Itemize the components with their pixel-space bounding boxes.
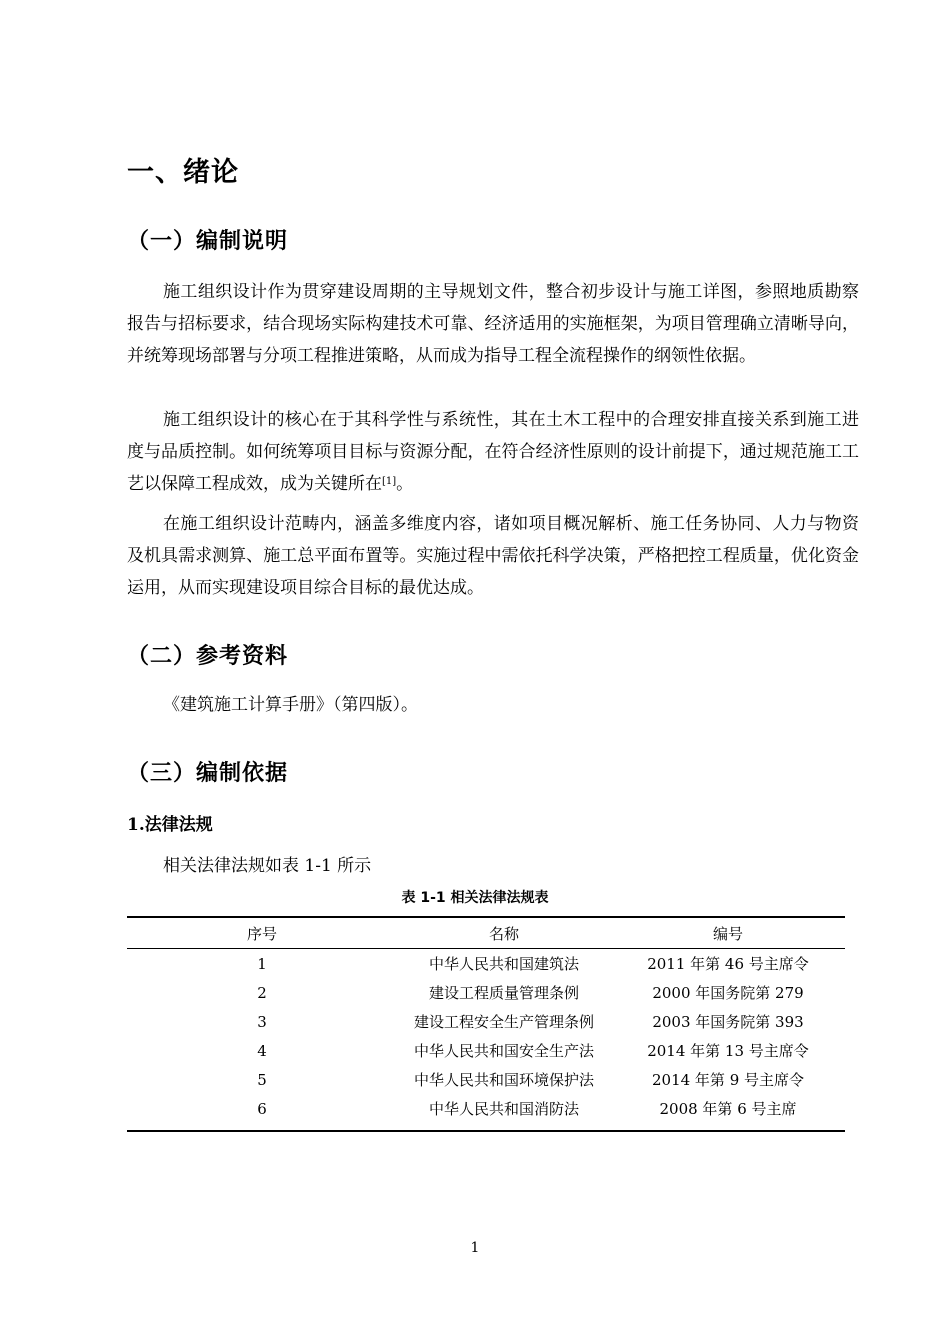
chapter-title: 一、绪论 — [127, 157, 239, 188]
table-row — [127, 1066, 845, 1095]
cell-code: 2014 年第 9 号主席令 — [651, 1071, 805, 1089]
cell-name-text: 建设工程质量管理条例 — [428, 984, 579, 1002]
cell-index: 4 — [257, 1042, 267, 1060]
cell-name — [397, 1008, 611, 1037]
cell-name — [397, 1095, 611, 1131]
page-number: 1 — [470, 1240, 480, 1256]
citation-marker[interactable]: [1] — [382, 476, 397, 487]
reference-item: 《建筑施工计算手册》（第四版）。 — [163, 695, 418, 715]
table-row — [127, 979, 845, 1008]
cell-index: 2 — [257, 984, 267, 1002]
cell-name — [397, 1037, 611, 1066]
cell-name — [397, 979, 611, 1008]
table-caption: 表 1-1 相关法律法规表 — [401, 890, 549, 906]
cell-code: 2008 年第 6 号主席 — [611, 1095, 845, 1131]
cell-index: 1 — [257, 955, 267, 973]
paragraph-2-end: 。 — [396, 474, 414, 494]
header-index: 序号 — [127, 917, 397, 949]
table-header-row — [127, 917, 845, 949]
cell-name-text: 中华人民共和国消防法 — [428, 1100, 579, 1118]
cell-index: 5 — [257, 1071, 267, 1089]
laws-table — [127, 916, 845, 1132]
cell-code: 2014 年第 13 号主席令 — [647, 1042, 809, 1060]
table-intro-text: 相关法律法规如表 1-1 所示 — [163, 856, 372, 876]
table-row — [127, 1008, 845, 1037]
paragraph-2 — [127, 404, 859, 500]
paragraph-1: 施工组织设计作为贯穿建设周期的主导规划文件，整合初步设计与施工详图，参照地质勘察报告与招标要求，结合现场实际构建技术可靠、经济适用的实施框架，为项目管理确立清晰导向，并统筹现场部署与分项工程推进策略，从而成为指导工程全流程操作的纲领性依据。 — [127, 282, 859, 366]
table-row — [127, 949, 845, 980]
section-heading-basis: （三）编制依据 — [127, 761, 289, 786]
section-heading-references: （二）参考资料 — [127, 644, 289, 669]
cell-index: 6 — [127, 1095, 397, 1131]
cell-code: 2000 年国务院第 279 — [652, 984, 804, 1002]
paragraph-2-text: 施工组织设计的核心在于其科学性与系统性，其在土木工程中的合理安排直接关系到施工进度与品质控制。如何统筹项目目标与资源分配，在符合经济性原则的设计前提下，通过规范施工工艺以保障工程成效，成为关键所在 — [127, 410, 859, 494]
header-name: 名称 — [397, 917, 611, 949]
cell-name-text: 建设工程安全生产管理条例 — [413, 1013, 594, 1031]
cell-name-text: 中华人民共和国安全生产法 — [413, 1042, 594, 1060]
cell-code: 2003 年国务院第 393 — [652, 1013, 804, 1031]
paragraph-3: 在施工组织设计范畴内，涵盖多维度内容，诸如项目概况解析、施工任务协同、人力与物资及机具需求测算、施工总平面布置等。实施过程中需依托科学决策，严格把控工程质量，优化资金运用，从而实现建设项目综合目标的最优达成。 — [127, 514, 859, 598]
cell-name-text: 中华人民共和国环境保护法 — [413, 1071, 594, 1089]
table-row — [127, 1095, 845, 1131]
cell-index: 3 — [257, 1013, 267, 1031]
cell-name — [397, 1066, 611, 1095]
header-code: 编号 — [611, 917, 845, 949]
cell-name — [397, 949, 611, 980]
section-heading-compilation-notes: （一）编制说明 — [127, 229, 289, 254]
table-row — [127, 1037, 845, 1066]
subheading-laws: 1.法律法规 — [127, 815, 213, 835]
cell-name-text: 中华人民共和国建筑法 — [428, 955, 579, 973]
cell-code: 2011 年第 46 号主席令 — [647, 955, 809, 973]
